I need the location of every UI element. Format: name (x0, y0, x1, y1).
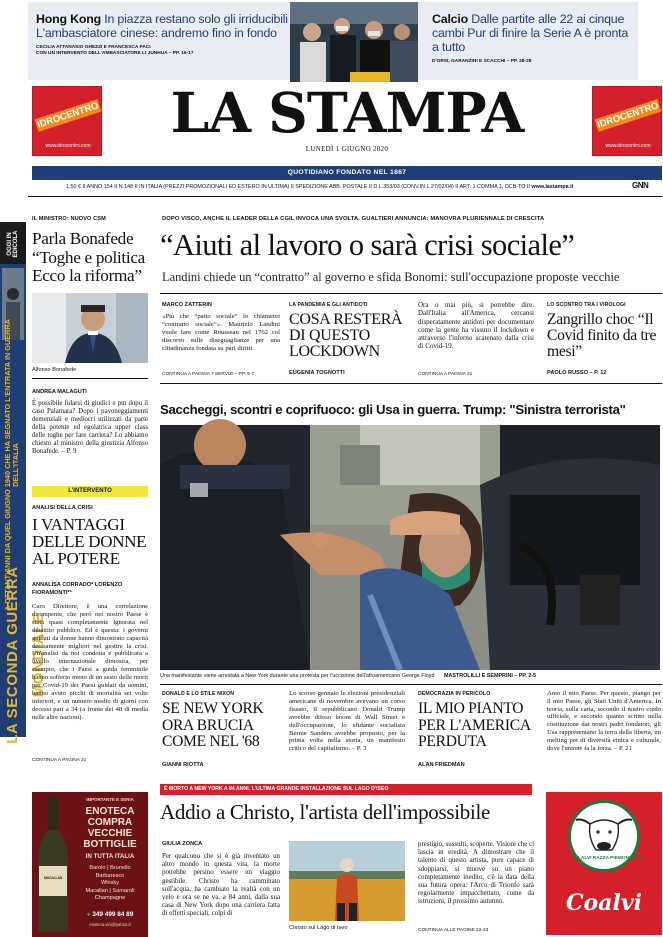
tognotti-body: Ora o mai più, si potrebbe dire. Dall'Italia all'America, cercansi disperatamente antidoti per documentare come la gente ha vissuto il lockdown e attraverso l'inferno scatenato dalla crisi di Covid-19. (418, 301, 534, 351)
christo-photo (289, 841, 405, 921)
christo-byline: GIULIA ZONCA (162, 841, 203, 847)
usa-photo-credit: AP/WONG MAYE-E (626, 666, 660, 670)
teaser-byline: CECILIA ATTANASIO GHEZZI E FRANCESCA PACI (36, 45, 151, 50)
usa-caption-text: Una manifestante viene arrestata a New York durante una protesta per l'uccisione dell'afroamericano George Floyd (160, 673, 435, 679)
bonafede-photo (32, 293, 148, 363)
zatterin-byline: MARCO ZATTERIN (162, 302, 212, 308)
intervento-headline[interactable]: I VANTAGGI DELLE DONNE AL POTERE (32, 515, 147, 569)
usa-caption (160, 673, 660, 679)
tognotti-ref[interactable]: CONTINUA A PAGINA 21 (418, 372, 473, 377)
teaser-headline: In piazza restano solo gli irriducibili L'ambasciatore cinese: andremo fino in fondo (36, 12, 288, 40)
divider (160, 383, 662, 384)
enoteca-name: ENOTECA COMPRA VECCHIE BOTTIGLIE (83, 806, 137, 850)
divider (160, 293, 662, 294)
masthead-date: LUNEDÌ 1 GIUGNO 2020 (305, 145, 389, 153)
ad-site: www.idrocentro.com (45, 143, 91, 149)
coalvi-brand: Coalvi (566, 890, 642, 916)
founded-text: QUOTIDIANO FONDATO NEL 1867 (287, 169, 407, 176)
enoteca-list (72, 865, 148, 903)
enoteca-list-item: Champagne (94, 895, 126, 902)
enoteca-top: IMPORTANTE E SERIA (86, 797, 134, 802)
usa-main-photo[interactable] (160, 425, 660, 670)
usa-caption-byline: MASTROLILLI E SEMPRINI – PP. 2-5 (443, 673, 537, 679)
lead-subhead: Landini chiede un “contratto” al governo e sfida Bonomi: sull'occupazione proposte vecchie (162, 270, 620, 284)
ad-logo: IDROCENTRO (35, 100, 101, 131)
bonafede-body: È possibile fidarsi di giudici e pm dopo il caso Palamara? Dopo i pavoneggiamenti demenziali e mediocri utilizzati da parte della potente ed egolatrica upper class delle toghe per fare carriera? Lo abbiamo chiesto al ministro della giustizia Alfonso Bonafede. – P. 9 (32, 400, 148, 455)
issue-info-text: 1,50 € II ANNO 154 II N.148 II IN ITALIA (PREZZI PROMOZIONALI ED ESTERO IN ULTIMA) II SPEDIZIONE ABB. POSTALE II D.L.353/03 (CONV.IN L.27/02/04) II ART. 1 COMMA 1, DCB-TO II (66, 184, 530, 190)
intervento-kicker: ANALISI DELLA CRISI (32, 505, 93, 511)
gnn-logo: GNN (632, 181, 649, 190)
coalvi-ad[interactable] (546, 792, 662, 935)
bonafede-caption: Alfonso Bonafede (32, 367, 77, 373)
side-banner[interactable] (0, 222, 47, 744)
teaser-tag: Hong Kong (36, 12, 101, 26)
intervento-body: Caro Direttore, è una correlazione dirompente, che però nel nostro Paese è stata quasi completamente ignorata nel dibattito pubblico. Ed è questa: i governi guidati da donne hanno dimostrato capacità decisamente migliori nel gestire la crisi. Un'analisi da noi condotta e pubblicata a livello internazionale dimostra, per esempio, che i Paesi a guida femminile hanno sofferto meno di un sesto delle morti per Covid-19 dei Paesi guidati da uomini, hanno avuto picchi di mortalità sei volte inferiori, e un numero medio di giorni con decessi pari a 34 (a fronte dei 48 di media nelle altre nazioni). (32, 603, 148, 721)
zangrillo-kicker: LO SCONTRO TRA I VIROLOGI (547, 302, 626, 308)
idrocentro-ad-left[interactable] (32, 86, 102, 156)
lead-headline[interactable]: “Aiuti al lavoro o sarà crisi sociale” (160, 228, 575, 262)
intervento-ref[interactable]: CONTINUA A PAGINA 21 (32, 758, 87, 763)
side-banner-top (0, 222, 26, 264)
tognotti-headline[interactable]: COSA RESTERÀ DI QUESTO LOCKDOWN (289, 311, 403, 361)
teaser-calcio[interactable] (432, 12, 634, 74)
enoteca-phone[interactable] (72, 911, 148, 918)
wine-bottle (34, 796, 72, 932)
enoteca-list-item: Macallan | Samaroli (85, 887, 135, 894)
side-banner-middle: A OTTANT'ANNI DA QUEL GIUGNO 1940 CHE HA SEGNATO L'ENTRATA IN GUERRA DELL'ITALIA (3, 319, 21, 611)
riotta-body: Lo scorso gennaio le elezioni presidenziali americane di novembre avevano un corso fissato, il repubblicano Donald Trump avrebbe difeso boom di Wall Street e dell'occupazione, lo sfidante socialista Bernie Sanders avrebbe proposto, per la prima volta nella storia, un manifesto critico del capitalismo. – P. 3 (289, 690, 405, 753)
side-banner-top-text: OGGI IN EDICOLA (7, 230, 19, 258)
coalvi-ring-text: CO.ALVI RAZZA PIEMONTESE (572, 856, 642, 861)
christo-caption: Christo sul Lago di Iseo (289, 925, 348, 931)
masthead-title[interactable]: LA STAMPA (170, 80, 524, 145)
phone-icon: ● (86, 911, 91, 918)
friedman-byline: ALAN FRIEDMAN (418, 762, 465, 768)
wine-bottle-label: MACALLAN (43, 876, 63, 880)
christo-ref[interactable]: CONTINUA ALLE PAGINE 22-23 (418, 928, 489, 933)
enoteca-phone-number: 349 499 84 89 (92, 911, 134, 918)
bonafede-headline[interactable]: Parla Bonafede “Toghe e politica Ecco la riforma” (32, 229, 146, 285)
teaser-tag: Calcio (432, 12, 468, 26)
bonafede-byline: ANDREA MALAGUTI (32, 389, 87, 395)
teaser-headline: Dalle partite alle 22 ai cinque cambi Pur di finire la Serie A è pronta a tutto (432, 12, 629, 54)
intervento-label-text: L'INTERVENTO (68, 488, 112, 494)
divider (28, 196, 662, 197)
coalvi-cow-icon (546, 792, 662, 888)
hongkong-photo (290, 2, 418, 82)
enoteca-list-item: Whisky (100, 880, 120, 887)
christo-headline[interactable]: Addio a Christo, l'artista dell'impossibile (160, 800, 491, 824)
enoteca-list-item: Barbaresco (95, 872, 125, 879)
zangrillo-byline: PAOLO RUSSO – P. 12 (547, 370, 607, 376)
zatterin-body: «Più che “patto sociale” lo chiamerei “contratto sociale”». Maurizio Landini vuole fare come Rousseau nel 1762 col discorso sulle diseguaglianze per una cittadinanza fondata su pari diritti. (162, 313, 280, 352)
ad-logo: IDROCENTRO (595, 100, 661, 131)
teaser-extra: CON UN INTERVENTO DELL'AMBASCIATORE LI JUNHUA – PP. 16-17 (36, 51, 194, 56)
website-link[interactable]: www.lastampa.it (531, 184, 574, 190)
friedman-headline[interactable]: IL MIO PIANTO PER L'AMERICA PERDUTA (418, 700, 530, 750)
usa-headline[interactable]: Saccheggi, scontri e coprifuoco: gli Usa in guerra. Trump: "Sinistra terrorista" (160, 402, 626, 417)
riotta-byline: GIANNI RIOTTA (162, 762, 204, 768)
side-banner-bottom: LA SECONDA GUERRA MONDIALE (4, 566, 47, 744)
zatterin-ref[interactable]: CONTINUA A PAGINA 7 SERVIZI – PP. 6-7 (162, 372, 255, 377)
friedman-body: Amo il mio Paese. Per questo, piango per il mio Paese, gli Stati Uniti d'America. In teoria, sulla carta, secondo il nostro credo ufficiale, e secondo quanto scritto nella costituzione dai nostri padri fondatori, gli Usa rappresentano la terra della libertà, un melting pot di diversità etnica e culturale, dove l'unione fa la forza. – P. 21 (547, 690, 661, 752)
enoteca-email[interactable]: enoteca.vini@yahoo.it (89, 922, 131, 927)
ad-site: www.idrocentro.com (605, 143, 651, 149)
founded-bar (32, 166, 662, 180)
friedman-kicker: DEMOCRAZIA IN PERICOLO (418, 691, 491, 697)
riotta-kicker: DONALD E LO STILE NIXON (162, 691, 235, 697)
enoteca-sub: IN TUTTA ITALIA (85, 853, 135, 860)
tognotti-byline: EUGENIA TOGNOTTI (289, 370, 345, 376)
enoteca-ad[interactable] (32, 792, 148, 937)
enoteca-list-item: Barolo | Brunello (89, 865, 131, 871)
riotta-headline[interactable]: SE NEW YORK ORA BRUCIA COME NEL '68 (162, 700, 264, 750)
christo-body-2: prestigio, sussulti, scoperte. Visioni che ci lascia in eredità. A dimostrare che il talento di questo artista, pure capace di sdoppiarsi, si muove su un piano completamente inedito, c'è la data della sua futura opera: l'Arco di Trionfo sarà regolarmente impacchettato, come da istruzioni, il prossimo autunno. (418, 841, 534, 906)
teaser-byline: D'ORSI, GARANZINI E SCACCHI – PP. 28-29 (432, 59, 532, 64)
idrocentro-ad-right[interactable] (592, 86, 662, 156)
christo-kicker: È MORTO A NEW YORK A 84 ANNI. L'ULTIMA GRANDE INSTALLAZIONE SUL LAGO D'ISEO (164, 786, 389, 792)
tognotti-kicker: LA PANDEMIA E GLI ANTIDOTI (289, 302, 368, 308)
issue-info (66, 183, 626, 191)
divider (160, 684, 662, 685)
intervento-byline: ANNALISA CORRADO* LORENZO FIORAMONTI** (32, 582, 123, 596)
zangrillo-headline[interactable]: Zangrillo choc “Il Covid finito da tre mesi” (547, 311, 657, 361)
teaser-hongkong[interactable] (36, 12, 288, 74)
divider (32, 378, 148, 379)
christo-kicker-bar (160, 784, 532, 795)
lead-kicker: DOPO VISCO, ANCHE IL LEADER DELLA CGIL INVOCA UNA SVOLTA. GUALTIERI ANNUNCIA: MANOVRA PLURIENNALE DI CRESCITA (162, 216, 545, 222)
intervento-label (32, 486, 148, 497)
christo-body: Per qualcuno che si è già inventato un altro mondo in questa vita, la morte potrebbe persino essere un viaggio gestibile. Christo ha camminato sull'acqua, ha cambiato la realtà con un velo e ora se ne va, a 84 anni, dalla sua casa di New York dopo una carriera fatta di effetti speciali, colpi di (162, 853, 280, 918)
bonafede-kicker: IL MINISTRO: NUOVO CSM (32, 216, 106, 222)
